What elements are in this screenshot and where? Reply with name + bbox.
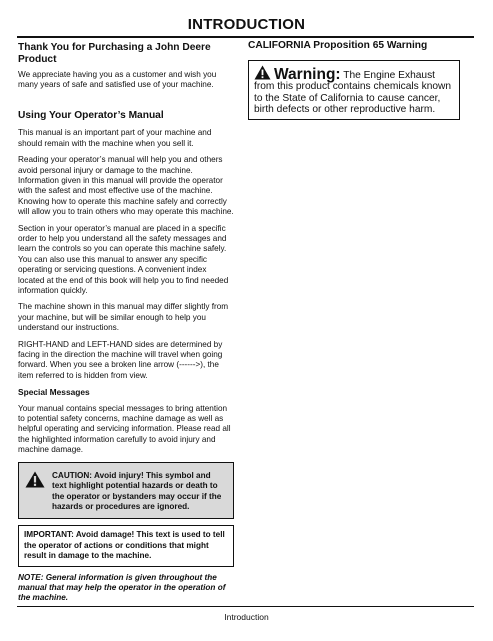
important-box [18, 525, 234, 566]
thanks-paragraph: We appreciate having you as a customer and wish you many years of safe and satisfied use of your machine. [18, 70, 217, 90]
warning-text: The Engine Exhaust from this product contains chemicals known to the State of California to cause cancer, birth defects or other reproductive harm. [254, 69, 452, 116]
important-text: IMPORTANT: Avoid damage! This text is used to tell the operator of actions or conditions that might result in damage to the machine. [24, 530, 225, 561]
manual-paragraph-1: This manual is an important part of your machine and should remain with the machine when you sell it. [18, 128, 212, 148]
special-messages-paragraph: Your manual contains special messages to bring attention to potential safety concerns, machine damage as well as helpful operating and servicing information. Please read all the highlighted information carefully to avoid injury and machine damage. [18, 403, 231, 455]
manual-paragraph-5: RIGHT-HAND and LEFT-HAND sides are determined by facing in the direction the machine will travel when going forward. When you see a broken line arrow (------>), the item referred to is hidden from view. [18, 339, 223, 380]
manual-paragraph-4: The machine shown in this manual may differ slightly from your machine, but will be similar enough to help you understand our instructions. [18, 302, 229, 333]
prop65-heading: CALIFORNIA Proposition 65 Warning [248, 40, 428, 51]
thanks-heading: Thank You for Purchasing a John Deere Product [18, 42, 211, 65]
prop65-warning-box [248, 60, 460, 120]
warning-triangle-icon [254, 65, 271, 80]
footer-section-label: Introduction [224, 612, 269, 622]
manual-paragraph-3: Section in your operator’s manual are placed in a specific order to help you understand all the safety messages and learn the controls so you can operate this machine safely. You can also use this manual to answer any specific operating or servicing questions. A convenient index located at the end of this book will help you to find needed information quickly. [18, 223, 229, 295]
manual-heading: Using Your Operator’s Manual [18, 109, 164, 121]
header-divider [17, 36, 474, 38]
note-text: NOTE: General information is given throughout the manual that may help the operator in the operation of the machine. [18, 572, 226, 603]
manual-paragraph-2: Reading your operator’s manual will help you and others avoid personal injury or damage to the machine. Information given in this manual will provide the operator with the safest and most effective use of the machine. Knowing how to operate this machine safely and correctly will allow you to train others who may operate this machine. [18, 155, 234, 217]
left-column [18, 42, 234, 604]
warning-label: Warning: [274, 65, 341, 83]
right-column [248, 40, 460, 120]
page-title: INTRODUCTION [187, 16, 306, 33]
caution-text: CAUTION: Avoid injury! This symbol and text highlight potential hazards or death to the operator or bystanders may occur if the hazards or procedures are ignored. [52, 470, 222, 511]
caution-box [18, 462, 234, 520]
warning-triangle-icon [25, 471, 45, 488]
special-messages-heading: Special Messages [18, 387, 90, 398]
footer-divider [17, 606, 474, 607]
